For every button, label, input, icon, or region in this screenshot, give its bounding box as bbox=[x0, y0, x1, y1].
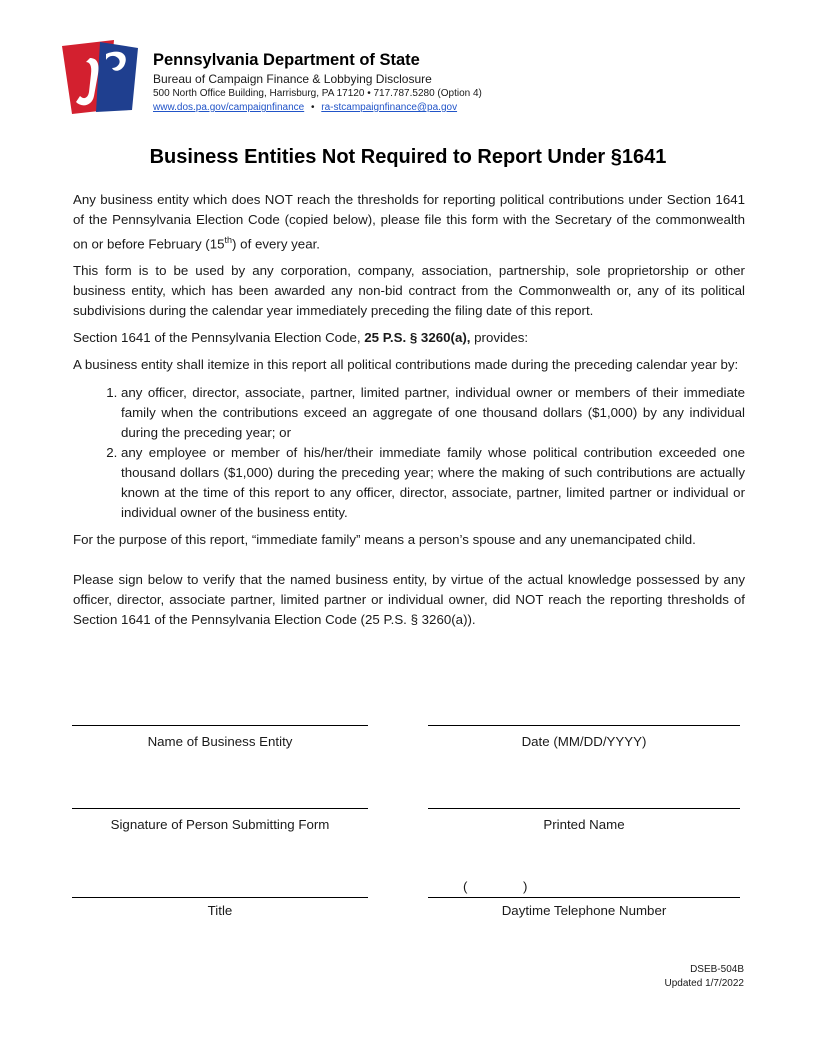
form-footer bbox=[664, 963, 744, 991]
usage-paragraph: This form is to be used by any corporation, company, association, partnership, sole proprietorship or other business entity, which has been awarded any non-bid contract from the Commonwealth or, any of its political subdivisions during the calendar year immediately preceding the filing date of this report. bbox=[73, 263, 745, 319]
signature-field[interactable] bbox=[72, 808, 368, 832]
section-text: Section 1641 of the Pennsylvania Election Code, bbox=[73, 330, 365, 346]
list-item: 2. any employee or member of his/her/their immediate family whose political contribution exceeded one thousand dollars ($1,000) during the preceding year; where the making of such contributions are actually known at the time of this report to any officer, director, associate, partner, limited partner or individual or individual owner of the business entity. bbox=[121, 443, 745, 523]
phone-label: Daytime Telephone Number bbox=[501, 903, 667, 918]
form-id: DSEB-504B bbox=[690, 964, 744, 975]
form-body bbox=[73, 190, 745, 637]
itemize-paragraph: A business entity shall itemize in this report all political contributions made during the preceding calendar year by: bbox=[73, 357, 739, 373]
section-reference bbox=[73, 328, 745, 348]
section-text-end: provides: bbox=[470, 330, 529, 346]
agency-address: 500 North Office Building, Harrisburg, PA 17120 • 717.787.5280 (Option 4) bbox=[153, 88, 482, 99]
bureau-name: Bureau of Campaign Finance & Lobbying Disclosure bbox=[153, 72, 432, 86]
business-name-field[interactable] bbox=[72, 725, 368, 749]
statute-citation: 25 P.S. § 3260(a), bbox=[364, 330, 471, 346]
signature-label: Signature of Person Submitting Form bbox=[110, 817, 330, 832]
title-label: Title bbox=[207, 903, 233, 918]
email-link[interactable]: ra-stcampaignfinance@pa.gov bbox=[321, 102, 458, 113]
intro-text-end: ) of every year. bbox=[232, 236, 320, 252]
phone-line[interactable] bbox=[428, 897, 740, 898]
printed-name-field[interactable] bbox=[428, 808, 740, 832]
ordinal-suffix: th bbox=[224, 235, 233, 245]
updated-date: Updated 1/7/2022 bbox=[664, 978, 744, 989]
date-line[interactable] bbox=[428, 725, 740, 726]
printed-name-label: Printed Name bbox=[543, 817, 625, 832]
agency-name: Pennsylvania Department of State bbox=[153, 51, 420, 69]
website-link[interactable]: www.dos.pa.gov/campaignfinance bbox=[153, 102, 305, 113]
signature-line[interactable] bbox=[72, 808, 368, 809]
area-code-open-paren: ( bbox=[463, 879, 468, 894]
area-code-close-paren: ) bbox=[523, 879, 528, 894]
definition-paragraph: For the purpose of this report, “immediate family” means a person’s spouse and any unemancipated child. bbox=[73, 532, 696, 548]
date-field[interactable] bbox=[428, 725, 740, 749]
title-line[interactable] bbox=[72, 897, 368, 898]
intro-paragraph bbox=[73, 190, 745, 254]
pa-keystone-logo bbox=[60, 40, 140, 116]
contribution-list bbox=[73, 383, 745, 523]
link-separator: • bbox=[310, 102, 315, 113]
agency-header bbox=[153, 50, 482, 115]
date-label: Date (MM/DD/YYYY) bbox=[521, 734, 647, 749]
list-item: 1. any officer, director, associate, partner, limited partner, individual owner or members of their immediate family when the contributions exceed an aggregate of one thousand dollars ($1,000) by any individual during the preceding year; or bbox=[121, 383, 745, 443]
business-name-line[interactable] bbox=[72, 725, 368, 726]
title-field[interactable] bbox=[72, 897, 368, 918]
intro-text: Any business entity which does NOT reach the thresholds for reporting political contributions under Section 1641 of the Pennsylvania Election Code (copied below), please file this form with the Secretary of the commonwealth on or before February (15 bbox=[73, 192, 745, 252]
phone-field[interactable] bbox=[428, 879, 740, 918]
agency-links bbox=[153, 101, 482, 115]
form-title: Business Entities Not Required to Report Under §1641 bbox=[149, 146, 667, 168]
verification-paragraph: Please sign below to verify that the named business entity, by virtue of the actual knowledge possessed by any officer, director, associate partner, limited partner or individual owner, did NOT reach the reporting thresholds of Section 1641 of the Pennsylvania Election Code (25 P.S. § 3260(a)). bbox=[73, 572, 745, 628]
printed-name-line[interactable] bbox=[428, 808, 740, 809]
business-name-label: Name of Business Entity bbox=[147, 734, 293, 749]
